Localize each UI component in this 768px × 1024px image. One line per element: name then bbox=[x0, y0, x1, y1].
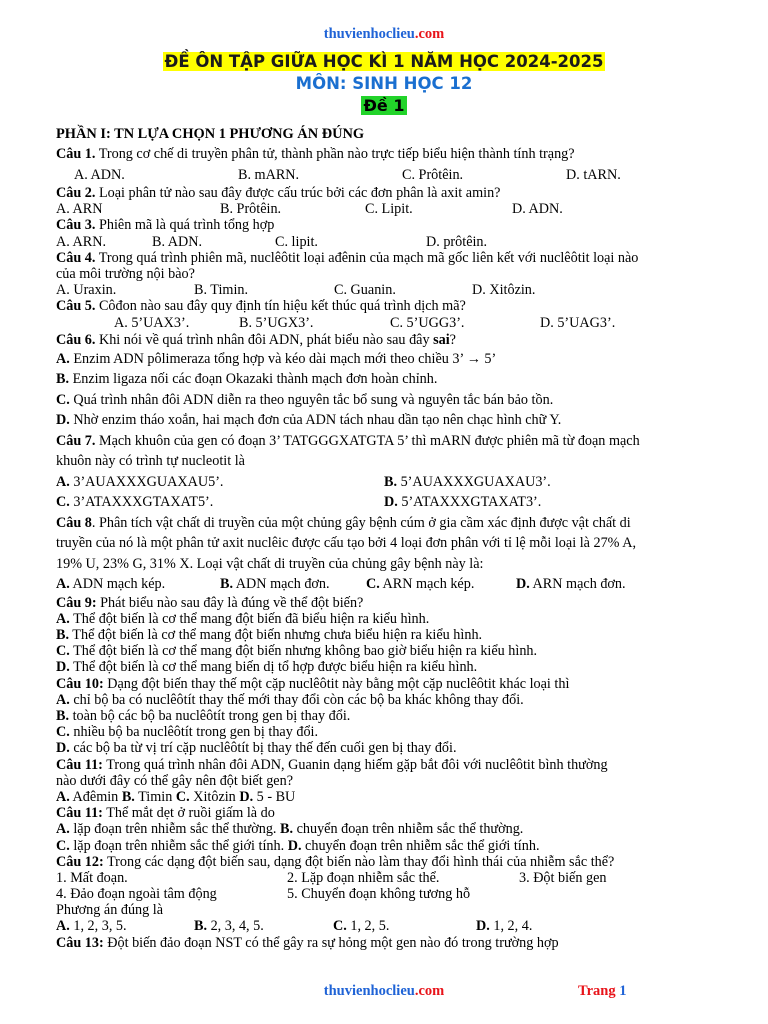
question-text: Phát biểu nào sau đây là đúng về thể đột biến? bbox=[96, 594, 364, 611]
question-5-options bbox=[56, 315, 721, 331]
option-c: C. Lipit. bbox=[365, 201, 413, 218]
option-d: D. 5’ATAXXXGTAXAT3’. bbox=[384, 494, 542, 511]
question-6 bbox=[56, 331, 721, 349]
question-text: Trong quá trình nhân đôi ADN, Guanin dạng hiếm gặp bắt đôi với nuclêôtit bình thường bbox=[102, 756, 608, 773]
question-11a bbox=[56, 757, 721, 773]
question-9 bbox=[56, 595, 721, 611]
option-b: B. 5’UGX3’. bbox=[239, 314, 314, 331]
question-9-option-a: A. Thể đột biến là cơ thể mang đột biến đã biểu hiện ra kiểu hình. bbox=[56, 610, 430, 627]
question-label: Câu 10: bbox=[56, 675, 104, 692]
option-a: A. Uraxin. bbox=[56, 282, 117, 299]
option-b: B. 2, 3, 4, 5. bbox=[194, 918, 264, 935]
question-8-options bbox=[56, 574, 721, 595]
option-c: C. lipit. bbox=[275, 233, 318, 250]
item-1: 1. Mất đoạn. bbox=[56, 869, 128, 886]
question-4-text-cont: của môi trường nội bào? bbox=[56, 265, 195, 282]
question-emphasis: sai bbox=[433, 331, 450, 348]
question-11b-options-row1: A. lặp đoạn trên nhiễm sắc thể thường. B. chuyển đoạn trên nhiễm sắc thể thường. bbox=[56, 821, 524, 838]
option-b: B. Prôtêin. bbox=[220, 201, 282, 218]
option-c: C. Guanin. bbox=[334, 282, 396, 299]
option-d: D. ARN mạch đơn. bbox=[516, 576, 626, 593]
item-3: 3. Đột biến gen bbox=[519, 869, 607, 886]
question-3-options bbox=[56, 234, 721, 250]
question-label: Câu 1. bbox=[56, 146, 96, 162]
page-number: Trang 1 bbox=[578, 983, 627, 999]
question-7-options-row2 bbox=[56, 492, 721, 513]
question-8-text-cont: truyền của nó là một phân tử axit nuclêic được cấu tạo bởi 4 loại đơn phân với tỉ lệ mỗi loại là 27% A, bbox=[56, 535, 637, 552]
question-end: ? bbox=[449, 331, 456, 348]
question-text: Loại phân tử nào sau đây được cấu trúc bởi các đơn phân là axit amin? bbox=[95, 185, 501, 201]
option-c: C. 1, 2, 5. bbox=[333, 918, 390, 935]
question-12-items-row2 bbox=[56, 886, 721, 902]
question-6-option-c: C. Quá trình nhân đôi ADN diễn ra theo nguyên tắc bổ sung và nguyên tắc bán bảo tồn. bbox=[56, 391, 554, 408]
question-10 bbox=[56, 676, 721, 692]
question-text: Dạng đột biến thay thế một cặp nuclêôtit này bằng một cặp nuclêôtit khác loại thì bbox=[103, 675, 570, 692]
question-label: Câu 4. bbox=[56, 249, 96, 266]
option-d: D. Xitôzin. bbox=[472, 282, 536, 299]
option-b: B. ADN. bbox=[152, 233, 203, 250]
question-text: Phiên mã là quá trình tổng hợp bbox=[95, 217, 275, 234]
option-b: B. ADN mạch đơn. bbox=[220, 576, 330, 593]
question-label: Câu 6. bbox=[56, 331, 96, 348]
question-10-option-c: C. nhiều bộ ba nuclêôtít trong gen bị thay đổi. bbox=[56, 724, 319, 741]
option-a: A. ADN. bbox=[74, 166, 125, 183]
option-c: C. 3’ATAXXXGTAXAT5’. bbox=[56, 494, 214, 511]
question-12-prompt: Phương án đúng là bbox=[56, 902, 164, 919]
question-2-options bbox=[56, 201, 721, 217]
question-3 bbox=[56, 217, 721, 233]
question-1-options bbox=[56, 165, 721, 186]
option-d: D. tARN. bbox=[566, 166, 621, 183]
question-label: Câu 9: bbox=[56, 594, 97, 611]
option-d: D. ADN. bbox=[512, 201, 563, 218]
question-9-option-c: C. Thể đột biến là cơ thể mang đột biến nhưng không bao giờ biểu hiện ra kiểu hình. bbox=[56, 643, 538, 660]
option-a: A. 3’AUAXXXGUAXAU5’. bbox=[56, 473, 224, 490]
question-11b-options-row2: C. lặp đoạn trên nhiễm sắc thể giới tính. D. chuyển đoạn trên nhiễm sắc thể giới tính. bbox=[56, 837, 540, 854]
option-a: A. 1, 2, 3, 5. bbox=[56, 918, 127, 935]
question-text: Trong quá trình phiên mã, nuclêôtit loại ađênin của mạch mã gốc liên kết với nuclêôtit loại nào bbox=[95, 249, 639, 266]
question-text: Khi nói về quá trình nhân đôi ADN, phát biểu nào sau đây bbox=[95, 331, 434, 348]
question-7-options-row1 bbox=[56, 472, 721, 493]
question-12-options bbox=[56, 918, 721, 934]
question-label: Câu 2. bbox=[56, 185, 96, 201]
footer-site: thuvienhoclieu.com bbox=[323, 983, 445, 999]
option-d: D. 1, 2, 4. bbox=[476, 918, 533, 935]
question-label: Câu 3. bbox=[56, 217, 96, 234]
question-text: Trong các dạng đột biến sau, dạng đột biến nào làm thay đổi hình thái của nhiễm sắc thể? bbox=[103, 853, 615, 870]
question-6-option-a: A. Enzim ADN pôlimeraza tổng hợp và kéo dài mạch mới theo chiều 3’ → 5’ bbox=[56, 350, 497, 367]
option-d: D. 5’UAG3’. bbox=[540, 314, 616, 331]
site-name: thuvienhoclieu bbox=[323, 26, 415, 42]
question-6-option-b: B. Enzim ligaza nối các đoạn Okazaki thành mạch đơn hoàn chỉnh. bbox=[56, 371, 438, 388]
question-text: Trong cơ chế di truyền phân tử, thành phần nào trực tiếp biểu hiện thành tính trạng? bbox=[95, 146, 575, 162]
option-b: B. mARN. bbox=[238, 166, 300, 183]
question-label: Câu 12: bbox=[56, 853, 104, 870]
section-heading: PHẦN I: TN LỰA CHỌN 1 PHƯƠNG ÁN ĐÚNG bbox=[56, 126, 365, 142]
question-text: Mạch khuôn của gen có đoạn 3’ TATGGGXATGTA 5’ thì mARN được phiên mã từ đoạn mạch bbox=[95, 432, 640, 449]
exam-number: Đề 1 bbox=[0, 96, 768, 115]
question-1 bbox=[56, 144, 721, 165]
question-text: Thể mắt dẹt ở ruồi giấm là do bbox=[102, 805, 275, 822]
site-header-watermark bbox=[0, 26, 768, 43]
question-label: Câu 11: bbox=[56, 756, 103, 773]
question-text: Đột biến đảo đoạn NST có thể gây ra sự hỏng một gen nào đó trong trường hợp bbox=[103, 934, 559, 951]
option-a: A. ADN mạch kép. bbox=[56, 576, 166, 593]
question-10-option-a: A. chỉ bộ ba có nuclêôtít thay thế mới thay đổi còn các bộ ba khác không thay đổi. bbox=[56, 691, 524, 708]
question-4 bbox=[56, 250, 721, 266]
exam-title: ĐỀ ÔN TẬP GIỮA HỌC KÌ 1 NĂM HỌC 2024-2025 bbox=[164, 52, 604, 71]
question-11a-options: A. Ađêmin B. Timin C. Xitôzin D. 5 - BU bbox=[56, 788, 296, 805]
question-label: Câu 8 bbox=[56, 514, 92, 531]
question-4-options bbox=[56, 282, 721, 298]
question-12 bbox=[56, 854, 721, 870]
option-a: A. ARN bbox=[56, 201, 103, 218]
question-10-option-b: B. toàn bộ các bộ ba nuclêôtít trong gen bị thay đổi. bbox=[56, 708, 351, 724]
option-d: D. prôtêin. bbox=[426, 233, 488, 250]
option-a: A. ARN. bbox=[56, 233, 107, 250]
question-13 bbox=[56, 935, 721, 951]
item-5: 5. Chuyển đoạn không tương hỗ bbox=[287, 886, 471, 903]
question-label: Câu 7. bbox=[56, 432, 96, 449]
question-9-option-d: D. Thể đột biến là cơ thể mang biến dị tổ hợp được biểu hiện ra kiểu hình. bbox=[56, 659, 478, 676]
question-7 bbox=[56, 431, 721, 452]
question-5 bbox=[56, 298, 721, 314]
item-2: 2. Lặp đoạn nhiễm sắc thể. bbox=[287, 869, 440, 886]
question-label: Câu 13: bbox=[56, 934, 104, 951]
item-4: 4. Đảo đoạn ngoài tâm động bbox=[56, 886, 217, 903]
option-c: C. Prôtêin. bbox=[402, 166, 464, 183]
option-b: B. Timin. bbox=[194, 282, 249, 299]
question-8-text-cont2: 19% U, 23% G, 31% X. Loại vật chất di truyền của chủng gây bệnh này là: bbox=[56, 555, 484, 572]
subject-title: MÔN: SINH HỌC 12 bbox=[295, 74, 473, 93]
question-text: . Phân tích vật chất di truyền của một chủng gây bệnh cúm ở gia cầm xác định được vật chất di bbox=[91, 514, 631, 531]
site-tld: .com bbox=[414, 26, 445, 42]
option-c: C. 5’UGG3’. bbox=[390, 314, 465, 331]
question-12-items-row1 bbox=[56, 870, 721, 886]
page-footer bbox=[0, 983, 768, 1001]
question-6-option-d: D. Nhờ enzim tháo xoắn, hai mạch đơn của ADN tách nhau dần tạo nên chạc hình chữ Y. bbox=[56, 412, 562, 429]
question-11a-text-cont: nào dưới đây có thể gây nên đột biết gen? bbox=[56, 772, 293, 789]
question-8 bbox=[56, 513, 721, 534]
question-label: Câu 5. bbox=[56, 298, 96, 315]
option-c: C. ARN mạch kép. bbox=[366, 576, 475, 593]
question-2 bbox=[56, 185, 721, 201]
exam-content bbox=[56, 124, 721, 951]
question-text: Côđon nào sau đây quy định tín hiệu kết thúc quá trình dịch mã? bbox=[95, 298, 466, 315]
option-a: A. 5’UAX3’. bbox=[114, 314, 190, 331]
question-9-option-b: B. Thể đột biến là cơ thể mang đột biến nhưng chưa biểu hiện ra kiểu hình. bbox=[56, 627, 483, 644]
question-11b bbox=[56, 805, 721, 821]
option-b: B. 5’AUAXXXGUAXAU3’. bbox=[384, 473, 551, 490]
question-label: Câu 11: bbox=[56, 805, 103, 822]
question-10-option-d: D. các bộ ba từ vị trí cặp nuclêôtít bị thay thế đến cuối gen bị thay đổi. bbox=[56, 740, 457, 757]
question-7-text-cont: khuôn này có trình tự nucleotit là bbox=[56, 453, 245, 470]
